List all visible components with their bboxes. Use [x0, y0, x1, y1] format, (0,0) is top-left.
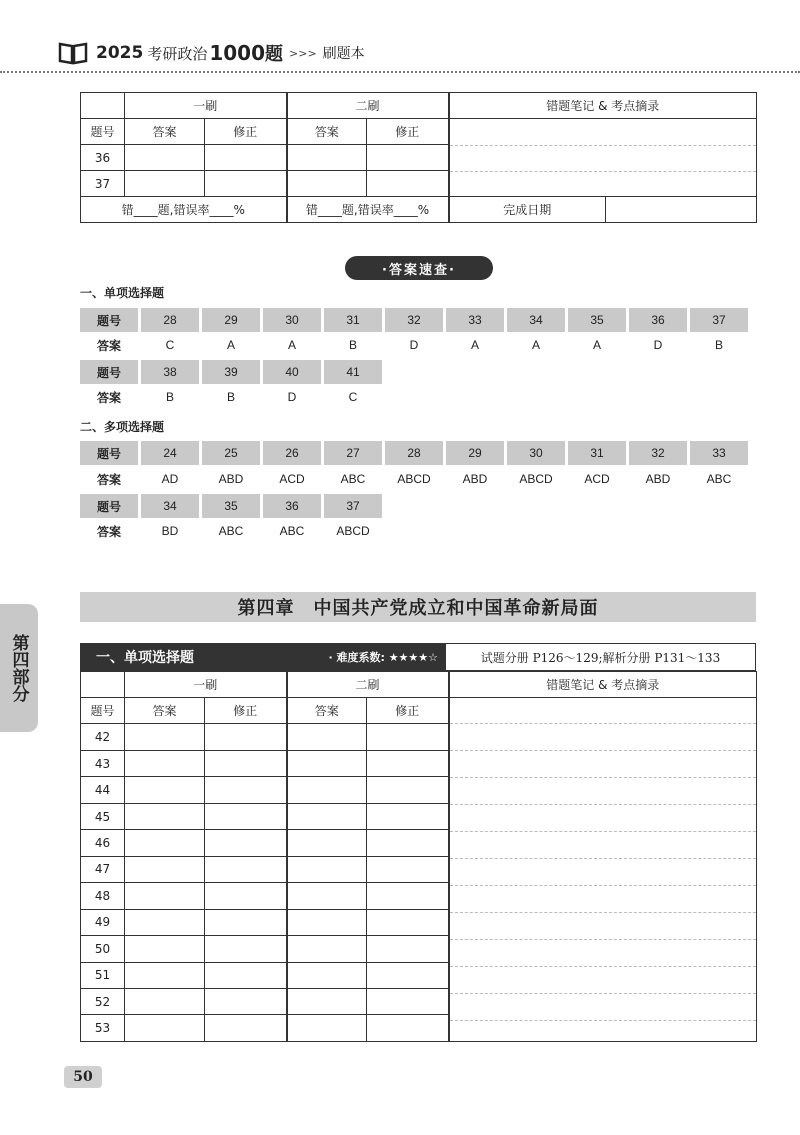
- label-answer: 答案: [96, 472, 121, 487]
- answer-key-number: 36: [629, 308, 687, 332]
- answer-key-number: 41: [324, 360, 382, 384]
- answer-key-value: ACD: [584, 472, 610, 486]
- col-answer: 答案: [125, 119, 205, 145]
- answer-cell[interactable]: [287, 750, 367, 776]
- answer-key-number: 24: [141, 441, 199, 465]
- answer-key-value: A: [470, 338, 479, 352]
- answer-key-value: ABC: [706, 472, 732, 486]
- fix-cell[interactable]: [205, 777, 287, 803]
- section-bar: [80, 643, 446, 671]
- answer-cell[interactable]: [125, 936, 205, 962]
- answer-cell[interactable]: [287, 936, 367, 962]
- col-number: 题号: [81, 119, 125, 145]
- answer-key-number: 30: [263, 308, 321, 332]
- answer-key-number: 33: [690, 441, 748, 465]
- fix-cell[interactable]: [205, 988, 287, 1014]
- answer-key-number: 37: [690, 308, 748, 332]
- multi-choice-title: 二、多项选择题: [80, 420, 165, 434]
- col-fix: 修正: [367, 698, 449, 724]
- header-arrows: >>>: [289, 46, 317, 60]
- fix-cell[interactable]: [205, 171, 287, 197]
- answer-cell[interactable]: [125, 909, 205, 935]
- label-answer: 答案: [96, 524, 121, 539]
- answer-key-value: ABC: [340, 472, 366, 486]
- answer-cell[interactable]: [287, 1015, 367, 1042]
- answer-cell[interactable]: [125, 171, 205, 197]
- fix-cell[interactable]: [367, 856, 449, 882]
- answer-table-bottom: [80, 671, 757, 1042]
- fix-cell[interactable]: [367, 962, 449, 988]
- label-number: 题号: [80, 360, 138, 384]
- fix-cell[interactable]: [205, 830, 287, 856]
- label-number: 题号: [80, 441, 138, 465]
- answer-key-number: 29: [202, 308, 260, 332]
- group-first-pass: 一刷: [125, 93, 287, 119]
- answer-key-number: 36: [263, 494, 321, 518]
- answer-key-number: 37: [324, 494, 382, 518]
- answer-key-value: BD: [161, 524, 179, 538]
- answer-key-value: D: [409, 338, 419, 352]
- answer-cell[interactable]: [287, 803, 367, 829]
- chapter-title: 第四章 中国共产党成立和中国革命新局面: [80, 592, 756, 622]
- fix-cell[interactable]: [205, 145, 287, 171]
- group-first-pass: 一刷: [125, 672, 287, 698]
- col-answer: 答案: [287, 698, 367, 724]
- fix-cell[interactable]: [367, 803, 449, 829]
- header-title: 考研政治: [147, 44, 208, 63]
- page-references: 试题分册 P126～129;解析分册 P131～133: [446, 643, 756, 671]
- answer-cell[interactable]: [125, 777, 205, 803]
- answer-cell[interactable]: [287, 830, 367, 856]
- fix-cell[interactable]: [205, 750, 287, 776]
- answer-table-top: [80, 92, 757, 223]
- group-second-pass: 二刷: [287, 672, 449, 698]
- multi-row2-numbers: [80, 494, 385, 518]
- col-answer: 答案: [287, 119, 367, 145]
- multi-row2-answers: [80, 519, 385, 543]
- answer-cell[interactable]: [125, 962, 205, 988]
- question-number: 45: [81, 803, 125, 829]
- answer-key-value: A: [226, 338, 235, 352]
- col-fix: 修正: [205, 119, 287, 145]
- col-fix: 修正: [205, 698, 287, 724]
- label-answer: 答案: [96, 390, 121, 405]
- fix-cell[interactable]: [367, 909, 449, 935]
- question-number: 37: [81, 171, 125, 197]
- answer-key-value: ABD: [218, 472, 244, 486]
- answer-cell[interactable]: [125, 988, 205, 1014]
- fix-cell[interactable]: [205, 724, 287, 750]
- question-number: 48: [81, 883, 125, 909]
- answer-key-value: A: [287, 338, 296, 352]
- answer-cell[interactable]: [287, 171, 367, 197]
- question-number: 44: [81, 777, 125, 803]
- fix-cell[interactable]: [367, 724, 449, 750]
- single-row2-numbers: [80, 360, 385, 384]
- difficulty-rating: · 难度系数: ★★★★☆: [328, 651, 438, 664]
- answer-key-value: ABD: [645, 472, 671, 486]
- answer-key-value: B: [714, 338, 723, 352]
- page-header: [58, 36, 365, 70]
- answer-key-number: 32: [385, 308, 443, 332]
- answer-cell[interactable]: [125, 145, 205, 171]
- notes-area[interactable]: [449, 119, 757, 197]
- answer-key-value: A: [531, 338, 540, 352]
- answer-cell[interactable]: [125, 1015, 205, 1042]
- fix-cell[interactable]: [367, 145, 449, 171]
- error-rate-first: 错____题,错误率____%: [81, 197, 287, 223]
- header-title-number: 1000: [209, 41, 266, 65]
- answer-key-value: ACD: [279, 472, 305, 486]
- question-number: 47: [81, 856, 125, 882]
- answer-key-number: 28: [385, 441, 443, 465]
- question-number: 53: [81, 1015, 125, 1042]
- answer-key-value: B: [348, 338, 357, 352]
- col-number: 题号: [81, 698, 125, 724]
- notes-header: 错题笔记 & 考点摘录: [449, 672, 757, 698]
- notes-header: 错题笔记 & 考点摘录: [449, 93, 757, 119]
- fix-cell[interactable]: [367, 936, 449, 962]
- answer-key-number: 40: [263, 360, 321, 384]
- single-row2-answers: [80, 385, 385, 409]
- answer-cell[interactable]: [287, 777, 367, 803]
- answer-cell[interactable]: [287, 962, 367, 988]
- single-row1-answers: [80, 333, 748, 357]
- answer-key-number: 28: [141, 308, 199, 332]
- fix-cell[interactable]: [205, 1015, 287, 1042]
- answer-key-value: ABCD: [519, 472, 553, 486]
- single-row1-numbers: [80, 308, 748, 332]
- answer-key-number: 26: [263, 441, 321, 465]
- part-side-tab: [0, 604, 38, 732]
- answer-key-number: 29: [446, 441, 504, 465]
- answer-key-number: 30: [507, 441, 565, 465]
- section-title: 一、单项选择题: [96, 650, 194, 666]
- multi-row1-numbers: [80, 441, 748, 465]
- single-choice-title: 一、单项选择题: [80, 286, 165, 300]
- answer-key-number: 31: [568, 441, 626, 465]
- question-number: 52: [81, 988, 125, 1014]
- label-answer: 答案: [96, 338, 121, 353]
- answer-key-value: B: [226, 390, 235, 404]
- answer-key-value: ABC: [279, 524, 305, 538]
- question-number: 50: [81, 936, 125, 962]
- book-icon: [58, 41, 88, 65]
- fix-cell[interactable]: [367, 883, 449, 909]
- col-answer: 答案: [125, 698, 205, 724]
- fix-cell[interactable]: [367, 777, 449, 803]
- error-rate-second: 错____题,错误率____%: [287, 197, 449, 223]
- question-number: 36: [81, 145, 125, 171]
- answer-key-value: D: [653, 338, 663, 352]
- answer-key-value: A: [592, 338, 601, 352]
- answer-key-value: ABCD: [336, 524, 370, 538]
- label-number: 题号: [80, 494, 138, 518]
- answer-cell[interactable]: [287, 724, 367, 750]
- quick-answer-title: ·答案速查·: [345, 256, 493, 280]
- answer-cell[interactable]: [287, 988, 367, 1014]
- answer-key-number: 32: [629, 441, 687, 465]
- header-year: 2025: [96, 43, 144, 63]
- answer-key-value: B: [165, 390, 174, 404]
- notes-area[interactable]: [449, 698, 757, 1042]
- answer-key-value: C: [165, 338, 175, 352]
- answer-cell[interactable]: [287, 909, 367, 935]
- multi-row1-answers: [80, 467, 748, 491]
- answer-cell[interactable]: [125, 803, 205, 829]
- question-number: 43: [81, 750, 125, 776]
- group-second-pass: 二刷: [287, 93, 449, 119]
- fix-cell[interactable]: [205, 856, 287, 882]
- fix-cell[interactable]: [367, 988, 449, 1014]
- answer-key-number: 31: [324, 308, 382, 332]
- question-number: 49: [81, 909, 125, 935]
- answer-key-number: 34: [141, 494, 199, 518]
- completion-date-field[interactable]: [606, 197, 757, 223]
- fix-cell[interactable]: [205, 909, 287, 935]
- completion-date-label: 完成日期: [449, 197, 606, 223]
- fix-cell[interactable]: [205, 803, 287, 829]
- question-number: 51: [81, 962, 125, 988]
- answer-key-value: ABCD: [397, 472, 431, 486]
- header-title-suffix: 题: [265, 44, 284, 65]
- header-subtitle: 刷题本: [322, 46, 365, 62]
- answer-cell[interactable]: [125, 883, 205, 909]
- fix-cell[interactable]: [367, 750, 449, 776]
- fix-cell[interactable]: [367, 1015, 449, 1042]
- page-number: 50: [64, 1066, 102, 1088]
- answer-cell[interactable]: [287, 856, 367, 882]
- fix-cell[interactable]: [205, 883, 287, 909]
- corner-cell: [81, 672, 125, 698]
- answer-key-value: D: [287, 390, 297, 404]
- answer-key-number: 35: [568, 308, 626, 332]
- answer-key-number: 35: [202, 494, 260, 518]
- answer-cell[interactable]: [125, 724, 205, 750]
- fix-cell[interactable]: [205, 962, 287, 988]
- fix-cell[interactable]: [205, 936, 287, 962]
- answer-key-number: 33: [446, 308, 504, 332]
- answer-cell[interactable]: [287, 145, 367, 171]
- answer-key-number: 34: [507, 308, 565, 332]
- answer-key-number: 27: [324, 441, 382, 465]
- answer-key-value: ABC: [218, 524, 244, 538]
- label-number: 题号: [80, 308, 138, 332]
- question-number: 42: [81, 724, 125, 750]
- question-number: 46: [81, 830, 125, 856]
- answer-cell[interactable]: [125, 750, 205, 776]
- header-divider: [0, 71, 800, 73]
- answer-key-value: AD: [161, 472, 179, 486]
- fix-cell[interactable]: [367, 171, 449, 197]
- answer-key-number: 38: [141, 360, 199, 384]
- answer-key-number: 39: [202, 360, 260, 384]
- part-side-tab-label: 第四部分: [8, 634, 29, 702]
- answer-cell[interactable]: [287, 883, 367, 909]
- answer-key-number: 25: [202, 441, 260, 465]
- answer-cell[interactable]: [125, 856, 205, 882]
- corner-cell: [81, 93, 125, 119]
- fix-cell[interactable]: [367, 830, 449, 856]
- col-fix: 修正: [367, 119, 449, 145]
- answer-key-value: C: [348, 390, 358, 404]
- answer-key-value: ABD: [462, 472, 488, 486]
- answer-cell[interactable]: [125, 830, 205, 856]
